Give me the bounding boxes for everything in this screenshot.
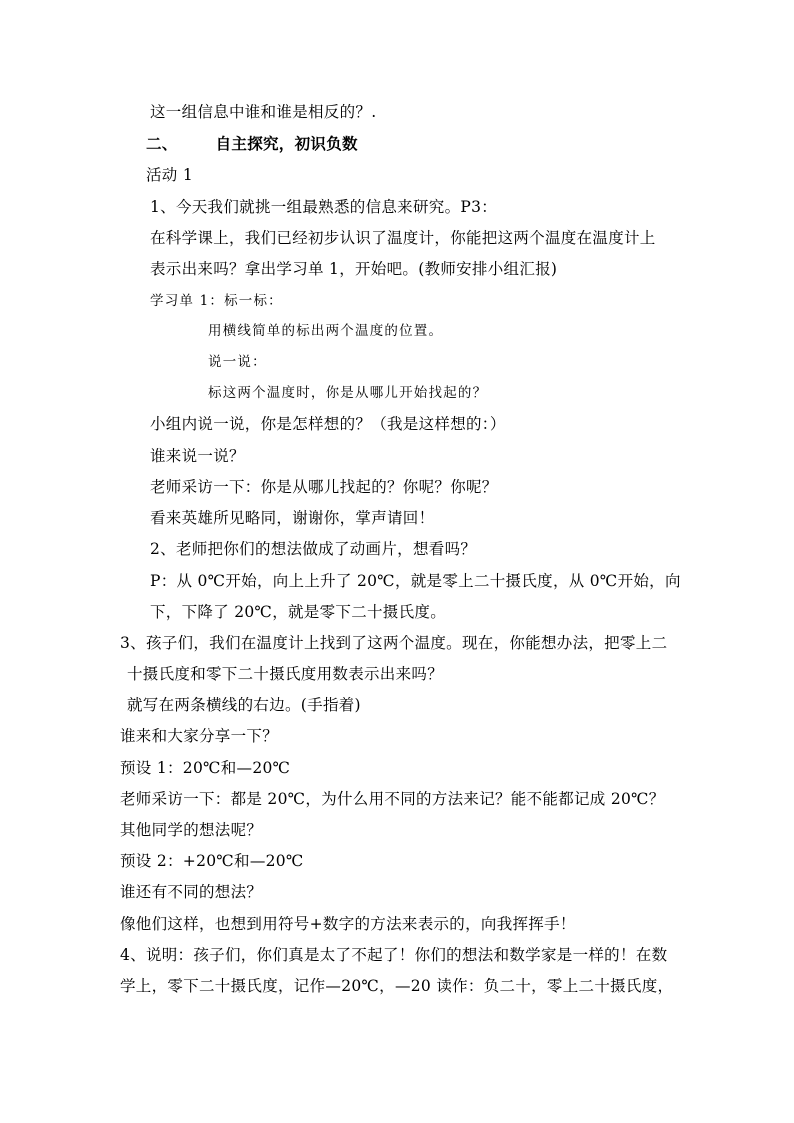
worksheet-line: 标这两个温度时，你是从哪儿开始找起的？ <box>208 385 488 401</box>
text-line: 小组内说一说，你是怎样想的？（我是这样想的：） <box>150 415 506 433</box>
text-line: 预设 2：+20℃和—20℃ <box>120 852 304 870</box>
text-line: 谁还有不同的想法？ <box>120 883 263 901</box>
text-line: 在科学课上，我们已经初步认识了温度计，你能把这两个温度在温度计上 <box>150 229 656 247</box>
section-heading <box>146 134 358 154</box>
text-line: 老师采访一下：都是 20℃，为什么用不同的方法来记？能不能都记成 20℃？ <box>120 790 665 808</box>
activity-label: 活动 1 <box>146 166 193 184</box>
text-line: 表示出来吗？拿出学习单 1，开始吧。(教师安排小组汇报) <box>150 260 558 278</box>
worksheet-line: 说一说： <box>208 354 267 370</box>
text-line: 十摄氏度和零下二十摄氏度用数表示出来吗？ <box>127 665 444 683</box>
text-line: 学上，零下二十摄氏度，记作—20℃，—20 读作：负二十，零上二十摄氏度， <box>120 977 674 995</box>
text-line: P：从 0℃开始，向上上升了 20℃，就是零上二十摄氏度，从 0℃开始，向 <box>150 572 681 590</box>
text-line: 3、孩子们，我们在温度计上找到了这两个温度。现在，你能想办法，把零上二 <box>120 634 668 652</box>
text-line: 这一组信息中谁和谁是相反的？. <box>150 103 377 121</box>
text-line: 老师采访一下：你是从哪儿找起的？你呢？你呢？ <box>150 478 498 496</box>
text-line: 其他同学的想法呢？ <box>120 821 263 839</box>
section-number: 二、 <box>146 134 178 153</box>
text-line: 谁来说一说？ <box>150 447 245 465</box>
text-line: 1、今天我们就挑一组最熟悉的信息来研究。P3： <box>150 198 498 216</box>
worksheet-line: 学习单 1：标一标： <box>150 293 283 309</box>
text-line: 下，下降了 20℃，就是零下二十摄氏度。 <box>150 603 446 621</box>
worksheet-line: 用横线简单的标出两个温度的位置。 <box>208 323 444 339</box>
text-line: 看来英雄所见略同，谢谢你，掌声请回！ <box>150 509 435 527</box>
text-line: 谁来和大家分享一下？ <box>120 727 279 745</box>
section-title: 自主探究，初识负数 <box>215 134 358 153</box>
text-line: 像他们这样，也想到用符号+数字的方法来表示的，向我挥挥手！ <box>120 915 576 933</box>
text-line: 2、老师把你们的想法做成了动画片，想看吗？ <box>150 540 477 558</box>
text-line: 预设 1：20℃和—20℃ <box>120 759 291 777</box>
text-line: 就写在两条横线的右边。(手指着) <box>127 696 361 714</box>
text-line: 4、说明：孩子们，你们真是太了不起了！你们的想法和数学家是一样的！在数 <box>120 946 668 964</box>
